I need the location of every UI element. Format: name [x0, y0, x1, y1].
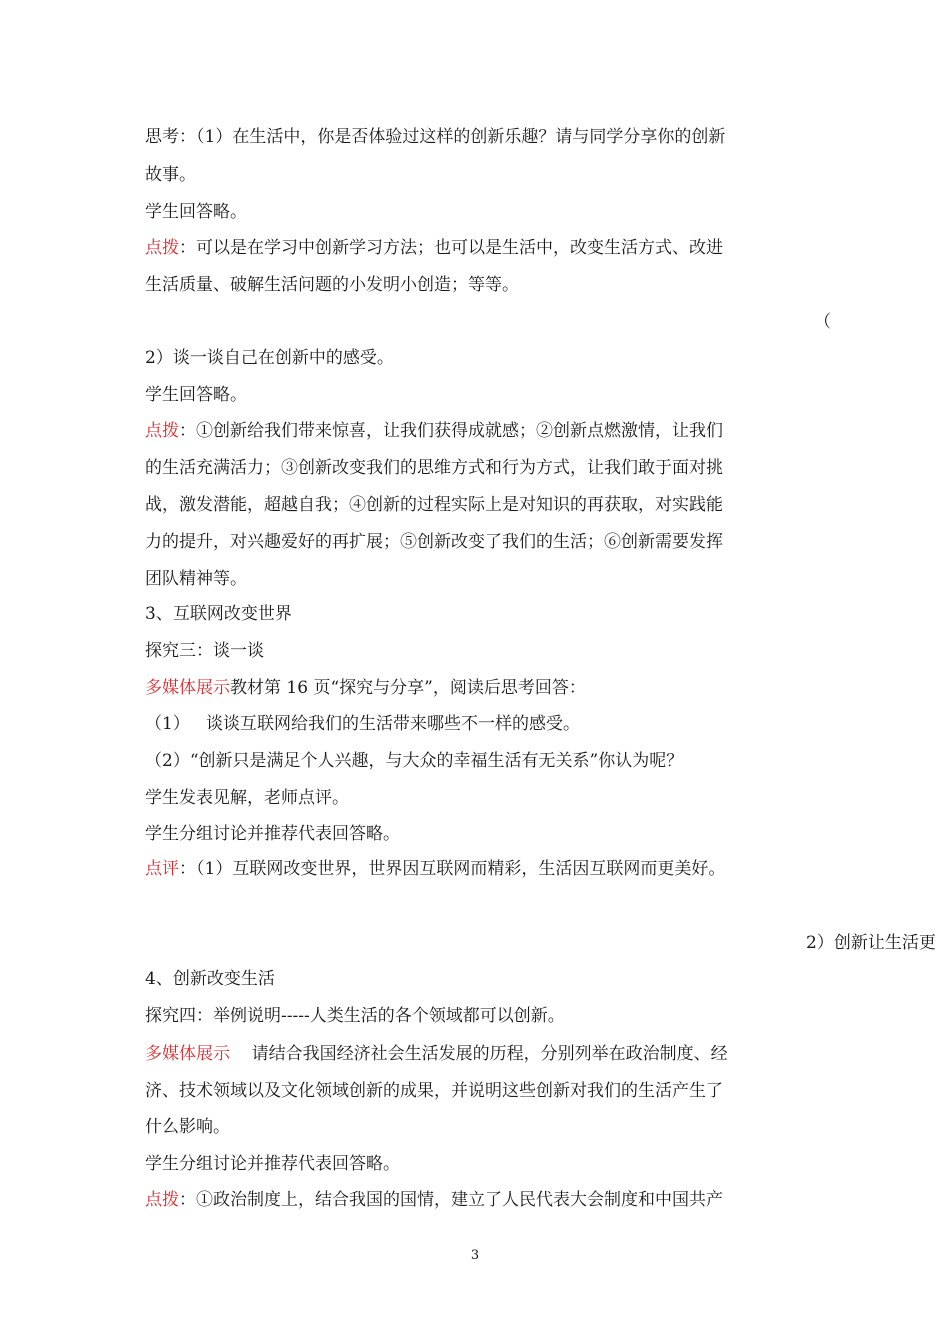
tip-line	[145, 1189, 723, 1211]
stray-paren: （	[814, 312, 831, 332]
student-answer-line: 学生回答略。	[145, 385, 247, 405]
text-line: 战，激发潜能，超越自我；④创新的过程实际上是对知识的再获取，对实践能	[145, 495, 723, 515]
section-heading: 4、创新改变生活	[145, 969, 275, 989]
explore-heading: 探究四：举例说明-----人类生活的各个领域都可以创新。	[145, 1006, 565, 1026]
multimedia-text: 教材第 16 页“探究与分享”，阅读后思考回答：	[230, 678, 586, 698]
text-line: 济、技术领域以及文化领域创新的成果，并说明这些创新对我们的生活产生了	[145, 1081, 723, 1101]
tip-text: ：①创新给我们带来惊喜，让我们获得成就感；②创新点燃激情，让我们	[179, 421, 723, 441]
text-line: 故事。	[145, 165, 196, 185]
explore-heading: 探究三：谈一谈	[145, 641, 264, 661]
comment-line	[145, 858, 725, 880]
text-line: 什么影响。	[145, 1117, 230, 1137]
multimedia-label: 多媒体展示	[145, 678, 230, 698]
multimedia-text: 请结合我国经济社会生活发展的历程，分别列举在政治制度、经	[230, 1044, 728, 1064]
multimedia-line	[145, 1043, 728, 1065]
text-line: 学生发表见解，老师点评。	[145, 788, 349, 808]
text-line: 学生分组讨论并推荐代表回答略。	[145, 824, 400, 844]
multimedia-line	[145, 677, 586, 699]
question-line: 2）谈一谈自己在创新中的感受。	[145, 348, 394, 368]
tip-text: ：①政治制度上，结合我国的国情，建立了人民代表大会制度和中国共产	[179, 1190, 723, 1210]
tip-line	[145, 420, 723, 442]
text-line: 力的提升，对兴趣爱好的再扩展；⑤创新改变了我们的生活；⑥创新需要发挥	[145, 532, 723, 552]
tip-label: 点拨	[145, 1190, 179, 1210]
student-answer-line: 学生回答略。	[145, 202, 247, 222]
think-question-line: 思考：（1）在生活中，你是否体验过这样的创新乐趣？请与同学分享你的创新	[145, 127, 726, 147]
question-line: （2）“创新只是满足个人兴趣，与大众的幸福生活有无关系”你认为呢？	[145, 751, 684, 771]
section-heading: 3、互联网改变世界	[145, 604, 292, 624]
tip-text: ：可以是在学习中创新学习方法；也可以是生活中，改变生活方式、改进	[179, 238, 723, 258]
text-line: 生活质量、破解生活问题的小发明小创造；等等。	[145, 275, 519, 295]
question-line: （1） 谈谈互联网给我们的生活带来哪些不一样的感受。	[145, 714, 581, 734]
text-line: 团队精神等。	[145, 569, 247, 589]
comment-text: ：（1）互联网改变世界，世界因互联网而精彩，生活因互联网而更美好。	[179, 859, 726, 879]
text-line: 的生活充满活力；③创新改变我们的思维方式和行为方式，让我们敢于面对挑	[145, 458, 723, 478]
page-number: 3	[470, 1248, 480, 1263]
overflow-text-fragment: 2）创新让生活更	[806, 933, 936, 953]
text-line: 学生分组讨论并推荐代表回答略。	[145, 1154, 400, 1174]
tip-label: 点拨	[145, 238, 179, 258]
tip-line	[145, 237, 723, 259]
multimedia-label: 多媒体展示	[145, 1044, 230, 1064]
comment-label: 点评	[145, 859, 179, 879]
tip-label: 点拨	[145, 421, 179, 441]
